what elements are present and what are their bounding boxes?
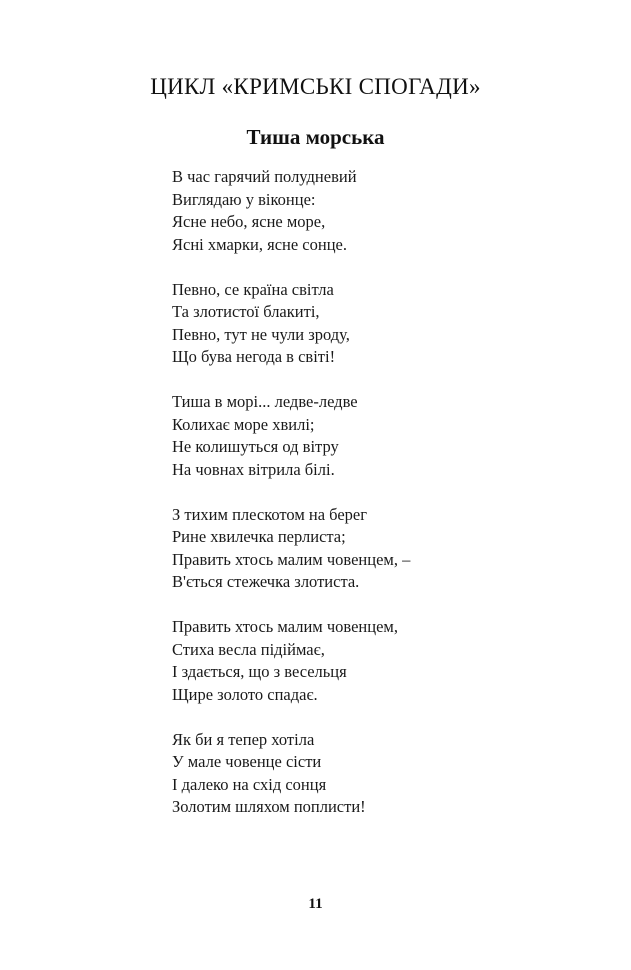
poem-line: Рине хвилечка перлиста; [172,527,346,546]
poem-line: Колихає море хвилі; [172,414,315,434]
stanza-1 [172,166,572,256]
poem-line: Ясні хмарки, ясне сонце. [172,234,347,254]
poem-line: Тиша в морі... ледве-ледве [172,392,358,411]
poem-line: Стиха весла підіймає, [172,639,325,659]
poem-line: І здається, що з весельця [172,662,347,681]
poem-line: В'ється стежечка злотиста. [172,572,360,591]
poem-title: Тиша морська [246,125,385,149]
poem-line: Виглядаю у віконце: [172,189,316,209]
stanza-5 [172,616,572,706]
stanza-6 [172,729,572,819]
poem-line: В час гарячий полудневий [172,167,357,186]
poem-line: Золотим шляхом поплисти! [172,797,366,816]
poem-line: Певно, се країна світла [172,279,334,299]
stanza-3 [172,391,572,481]
poem-line: Не колишуться од вітру [172,437,339,456]
poem-line: У мале човенце сісти [172,752,322,771]
poem-line: Що бува негода в світі! [172,347,336,366]
poem-line: З тихим плескотом на берег [172,504,368,524]
page-number: 11 [308,896,323,912]
poem-body [172,166,572,841]
poem-line: І далеко на схід сонця [172,774,327,794]
poem-line: Певно, тут не чули зроду, [172,324,350,344]
poem-line: Як би я тепер хотіла [172,729,315,749]
poem-line: Править хтось малим човенцем, [172,617,398,636]
poem-line: На човнах вітрила білі. [172,459,335,479]
stanza-2 [172,279,572,369]
cycle-title: ЦИКЛ «КРИМСЬКІ СПОГАДИ» [150,74,481,99]
stanza-4 [172,504,572,594]
poem-line: Щире золото спадає. [172,684,318,704]
poem-line: Та злотистої блакиті, [172,302,320,321]
poem-line: Править хтось малим човенцем, – [172,549,411,569]
poem-line: Ясне небо, ясне море, [172,212,326,231]
